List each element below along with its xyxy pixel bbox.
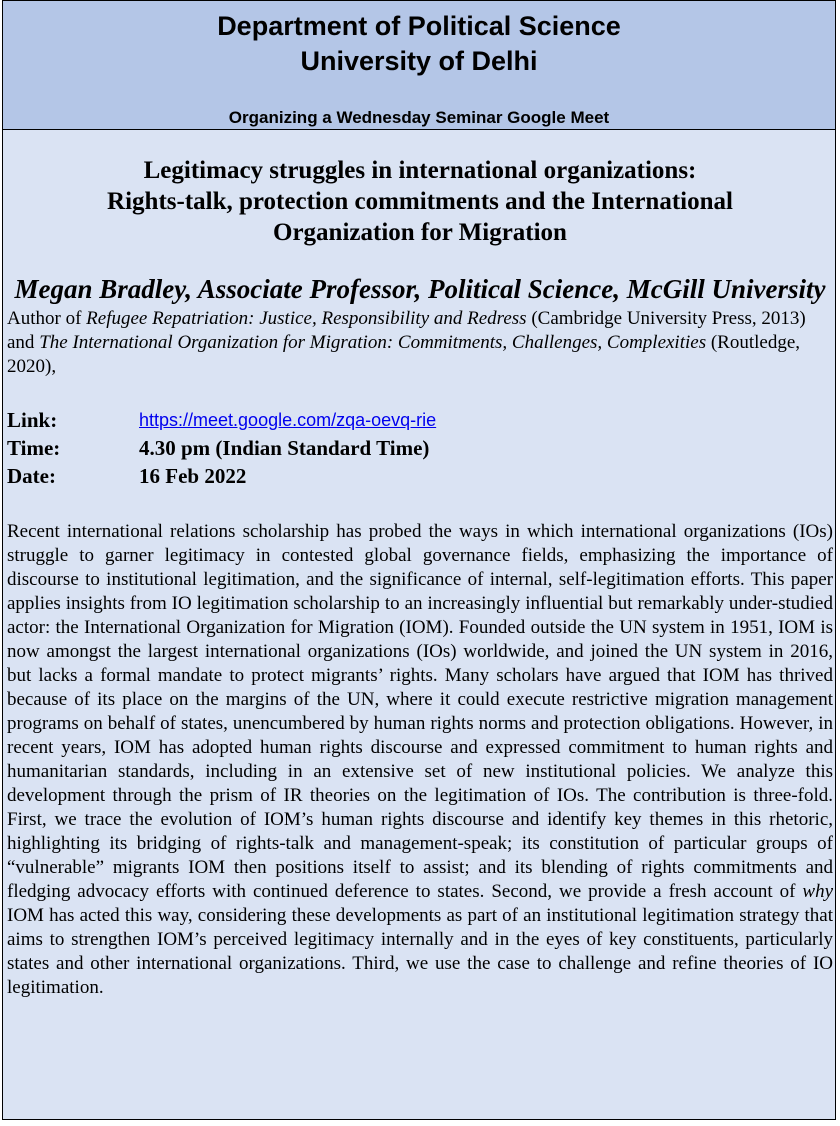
date-row (7, 462, 833, 490)
flyer-body (7, 130, 833, 1000)
seminar-title (7, 155, 833, 248)
link-row (7, 406, 833, 434)
department-name: Department of Political Science (217, 11, 621, 41)
abstract-paragraph (7, 520, 833, 1000)
abstract-text: Recent international relations scholarship has probed the ways in which international organizations (IOs) struggle to garner legitimacy in contested global governance fields, emphasizing the importance of discourse to institutional legitimation, and the significance of internal, self-legitimation efforts. This paper applies insights from IO legitimation scholarship to an increasingly influential but remarkably under-studied actor: the International Organization for Migration (IOM). Founded outside the UN system in 1951, IOM is now amongst the largest international organizations (IOs) worldwide, and joined the UN system in 2016, but lacks a formal mandate to protect migrants’ rights. Many scholars have argued that IOM has thrived because of its place on the margins of the UN, where it could execute restrictive migration management programs on behalf of states, unencumbered by human rights norms and protection obligations. However, in recent years, IOM has adopted human rights discourse and expressed commitment to human rights and humanitarian standards, including in an extensive set of new institutional policies. We analyze this development through the prism of IR theories on the legitimation of IOs. The contribution is three-fold. First, we trace the evolution of IOM’s human rights discourse and identify key themes in this rhetoric, highlighting its bridging of rights-talk and management-speak; its constitution of particular groups of “vulnerable” migrants IOM then positions itself to assist; and its blending of rights commitments and fledging advocacy efforts with continued deference to states. Second, we provide a fresh account of (7, 521, 833, 902)
author-bio-prefix: Author of (7, 308, 87, 329)
author-bio-suffix: (Routledge, 2020), (7, 332, 801, 377)
flyer-header (3, 1, 835, 130)
seminar-title-line: Organization for Migration (273, 219, 567, 246)
event-details (7, 406, 833, 490)
seminar-title-line: Rights-talk, protection commitments and the International (107, 188, 733, 215)
event-subtitle: Organizing a Wednesday Seminar Google Meet (228, 108, 610, 127)
speaker-name: Megan Bradley, Associate Professor, Political Science, McGill University (14, 274, 826, 304)
time-value: 4.30 pm (Indian Standard Time) (139, 436, 430, 460)
book-title-1: Refugee Repatriation: Justice, Responsibility and Redress (86, 308, 527, 329)
date-value: 16 Feb 2022 (139, 464, 247, 488)
time-row (7, 434, 833, 462)
seminar-title-line: Legitimacy struggles in international organizations: (143, 157, 697, 184)
university-name: University of Delhi (300, 46, 538, 76)
time-label: Time: (7, 436, 61, 460)
abstract-text: IOM has acted this way, considering these developments as part of an institutional legitimation strategy that aims to strengthen IOM’s perceived legitimacy internally and in the eyes of key constituents, particularly states and other international organizations. Third, we use the case to challenge and refine theories of IO legitimation. (7, 905, 833, 998)
abstract-emphasis: why (802, 881, 833, 902)
date-label: Date: (7, 464, 56, 488)
seminar-flyer (2, 0, 836, 1120)
author-bio-mid: (Cambridge University Press, 2013) and (7, 308, 806, 353)
author-bio (7, 307, 833, 379)
link-label: Link: (7, 408, 58, 432)
meet-link[interactable]: https://meet.google.com/zqa-oevq-rie (139, 410, 437, 430)
book-title-2: The International Organization for Migration: Commitments, Challenges, Complexities (39, 332, 707, 353)
